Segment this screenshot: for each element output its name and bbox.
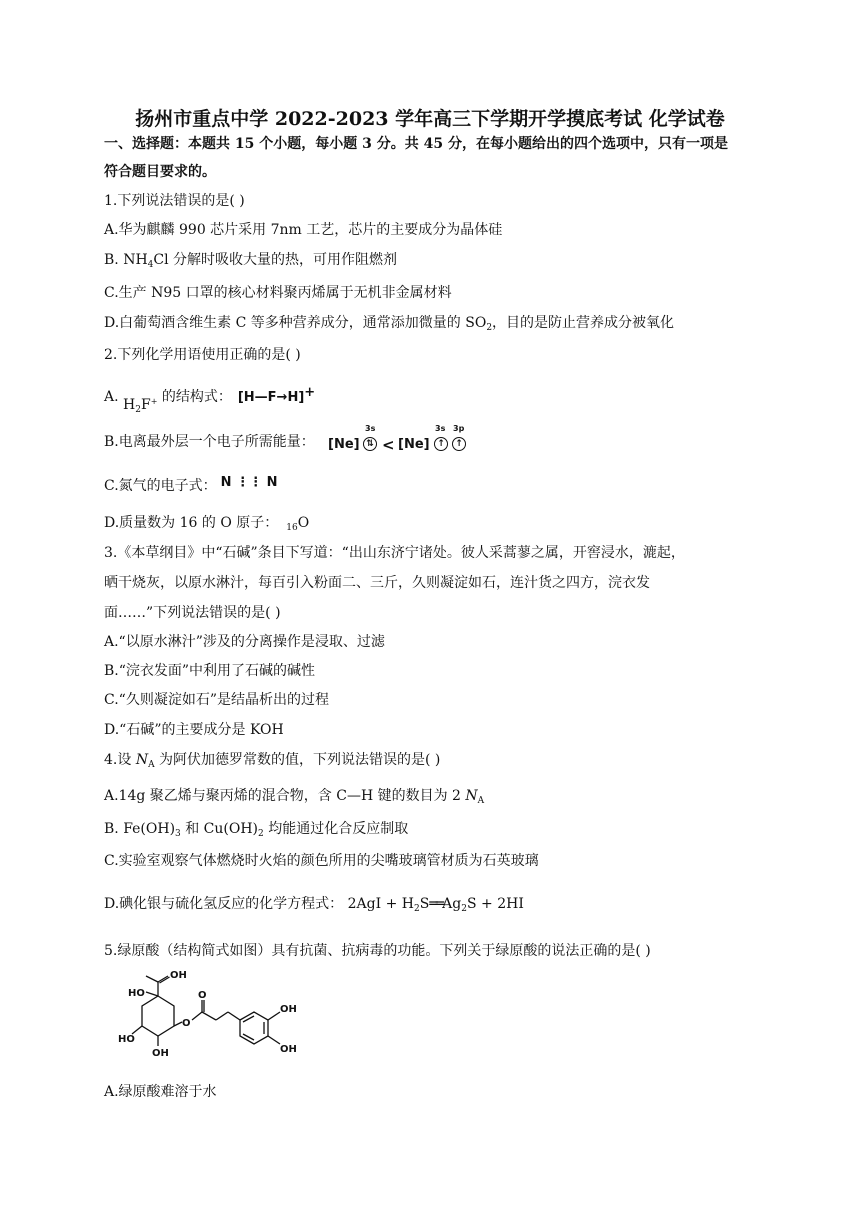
svg-text:OH: OH [152,1048,169,1059]
svg-text:HO: HO [128,988,145,999]
q1-option-a: A.华为麒麟 990 芯片采用 7nm 工艺，芯片的主要成分为晶体硅 [104,222,503,238]
chlorogenic-acid-structure [118,968,318,1078]
electron-formula: N ⋮⋮ N [220,475,278,490]
orbital-circle: ↑ [452,437,466,451]
orbital-circle: ⇅ [363,437,377,451]
q5-stem: 5.绿原酸（结构简式如图）具有抗菌、抗病毒的功能。下列关于绿原酸的说法正确的是( ) [104,943,651,959]
orbital-diagram: [Ne] 3s ⇅ < [Ne] 3s 3p ↑ ↑ [328,424,465,454]
q3-option-d: D.“石碱”的主要成分是 KOH [104,722,284,738]
q1-stem: 1.下列说法错误的是( ) [104,193,245,209]
page-title: 扬州市重点中学 2022-2023 学年高三下学期开学摸底考试 化学试卷 [135,108,725,130]
q4-option-c: C.实验室观察气体燃烧时火焰的颜色所用的尖嘴玻璃管材质为石英玻璃 [104,853,539,869]
svg-text:OH: OH [170,970,187,981]
section-instruction-line2: 符合题目要求的。 [104,164,216,180]
q3-option-a: A.“以原水淋汁”涉及的分离操作是浸取、过滤 [104,634,385,650]
svg-text:OH: OH [280,1004,297,1015]
svg-text:OH: OH [280,1044,297,1055]
orbital-circle: ↑ [434,437,448,451]
q4-stem: 4.设 $N_A$ 为阿伏加德罗常数的值，下列说法错误的是( ) [104,752,441,770]
q3-stem-line3: 面……”下列说法错误的是( ) [104,605,281,621]
svg-text:O: O [182,1018,191,1029]
q5-option-a: A.绿原酸难溶于水 [104,1084,217,1100]
q2-stem: 2.下列化学用语使用正确的是( ) [104,347,301,363]
q4-option-a: A.14g 聚乙烯与聚丙烯的混合物，含 C—H 键的数目为 2 $N_A$ [104,788,485,806]
q2-option-d: D.质量数为 16 的 O 原子： $_{16}$O [104,515,310,533]
q1-option-c: C.生产 N95 口罩的核心材料聚丙烯属于无机非金属材料 [104,285,452,301]
q3-stem-line1: 3.《本草纲目》中“石碱”条目下写道：“出山东济宁诸处。彼人采蒿蓼之属，开窖浸水，漉起， [104,545,685,561]
q2-option-b: B.电离最外层一个电子所需能量： [104,434,315,450]
q3-option-b: B.“浣衣发面”中利用了石碱的碱性 [104,663,316,679]
section-instruction-line1: 一、选择题：本题共 15 个小题，每小题 3 分。共 45 分，在每小题给出的四个选项中，只有一项是 [104,136,728,152]
q2-option-a: A. $H_2F^+$ 的结构式： [H—F→H]+ [104,385,316,415]
q1-option-d: D.白葡萄酒含维生素 C 等多种营养成分，通常添加微量的 $SO_2$，目的是防止营养成分被氧化 [104,315,675,333]
q3-stem-line2: 晒干烧灰，以原水淋汁，每百引入粉面二、三斤，久则凝淀如石，连汁货之四方，浣衣发 [104,575,650,591]
q4-option-b: B. $Fe(OH)_3$ 和 $Cu(OH)_2$ 均能通过化合反应制取 [104,821,409,839]
svg-text:HO: HO [118,1034,135,1045]
q1-option-b: B. $NH_4Cl$ 分解时吸收大量的热，可用作阻燃剂 [104,252,398,270]
svg-text:O: O [198,990,207,1001]
q2-option-c: C.氮气的电子式： N ⋮⋮ N [104,475,278,494]
q3-option-c: C.“久则凝淀如石”是结晶析出的过程 [104,692,329,708]
q4-option-d: D.碘化银与硫化氢反应的化学方程式： $2AgI + H_2S══Ag_2S + 2HI$ [104,896,524,914]
structural-formula: [H—F→H] [237,390,305,405]
